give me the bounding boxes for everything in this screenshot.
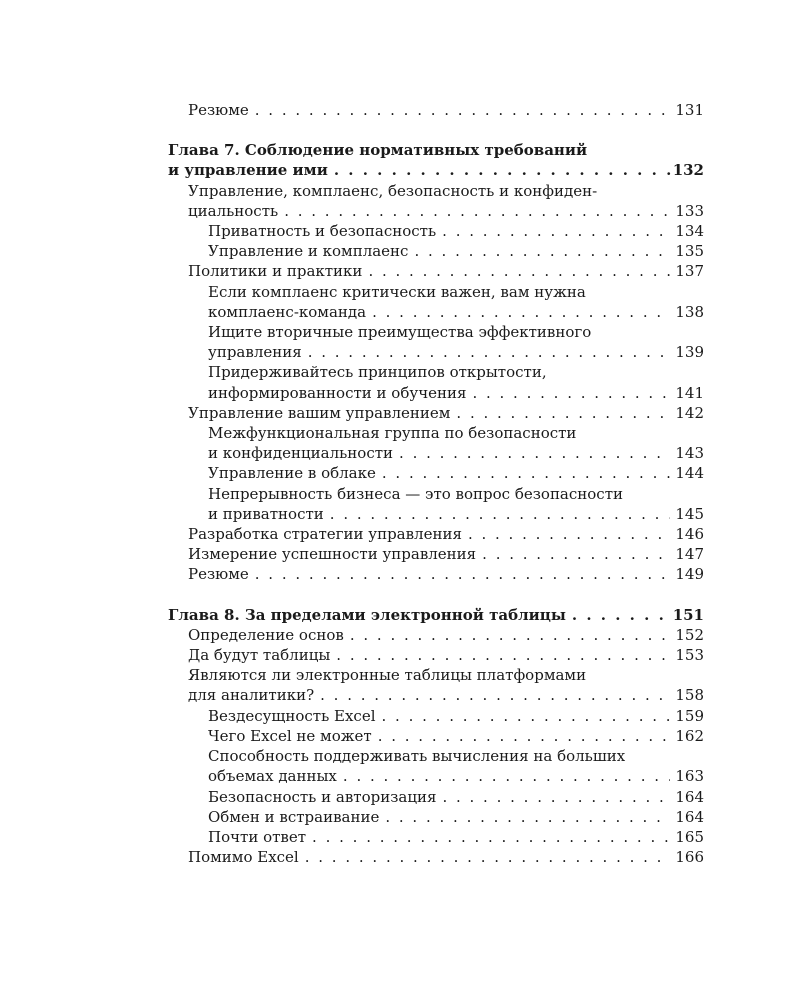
toc-page-number: 165	[675, 827, 704, 846]
dot-leader	[382, 706, 670, 726]
toc-entry[interactable]	[168, 564, 704, 584]
dot-leader	[255, 564, 670, 584]
toc-entry[interactable]	[168, 463, 704, 483]
dot-leader	[468, 524, 670, 544]
toc-entry-title: Резюме	[188, 565, 249, 584]
toc-page-number: 138	[675, 302, 704, 321]
toc-entry[interactable]	[168, 403, 704, 423]
toc-entry[interactable]	[168, 423, 704, 463]
toc-page-number: 144	[675, 464, 704, 483]
toc-page-number: 147	[675, 545, 704, 564]
dot-leader	[368, 261, 670, 281]
toc-page-number: 151	[672, 605, 704, 624]
toc-page-number: 153	[675, 646, 704, 665]
toc-entry-title: и приватности	[208, 504, 324, 523]
dot-leader	[372, 302, 670, 322]
toc-page-number: 133	[675, 201, 704, 220]
toc-entry-title: и конфиденциальности	[208, 444, 394, 463]
toc-entry-title: Вездесущность Excel	[208, 706, 376, 725]
toc-entry-title: Управление, комплаенс, безопасность и конфиден-	[188, 181, 598, 200]
toc-entry-title: комплаенс-команда	[208, 302, 367, 321]
dot-leader	[572, 605, 672, 625]
dot-leader	[472, 383, 670, 403]
toc-entry-title: Да будут таблицы	[188, 646, 331, 665]
section-gap	[168, 120, 704, 140]
dot-leader	[350, 625, 670, 645]
dot-leader	[382, 463, 670, 483]
toc-page-number: 135	[675, 242, 704, 261]
toc-entry-title: Управление в облаке	[208, 464, 376, 483]
dot-leader	[308, 342, 670, 362]
toc-entry-title: Придерживайтесь принципов открытости,	[208, 363, 547, 382]
dot-leader	[330, 504, 670, 524]
toc-entry-title: и управление ими	[168, 161, 328, 180]
toc-page-number: 163	[675, 767, 704, 786]
toc-entry[interactable]	[168, 807, 704, 827]
toc-entry-title: Управление и комплаенс	[208, 242, 409, 261]
toc-page-number: 158	[675, 686, 704, 705]
toc-page-number: 145	[675, 504, 704, 523]
toc-entry[interactable]	[168, 181, 704, 221]
dot-leader	[399, 443, 670, 463]
toc-page-number: 132	[672, 161, 704, 180]
toc-entry-title: Безопасность и авторизация	[208, 787, 437, 806]
toc-entry-title: Помимо Excel	[188, 848, 299, 867]
toc-page-number: 137	[675, 262, 704, 281]
toc-entry-title: Определение основ	[188, 625, 344, 644]
toc-entry-title: управления	[208, 343, 302, 362]
toc-entry-title: Если комплаенс критически важен, вам нужна	[208, 282, 586, 301]
toc-entry-title: Ищите вторичные преимущества эффективного	[208, 323, 592, 342]
toc-entry[interactable]	[168, 726, 704, 746]
toc-chapter-entry[interactable]	[168, 605, 704, 625]
dot-leader	[305, 847, 670, 867]
dot-leader	[284, 201, 670, 221]
toc-entry[interactable]	[168, 827, 704, 847]
toc-page-number: 141	[675, 383, 704, 402]
dot-leader	[482, 544, 670, 564]
toc-entry-title: Непрерывность бизнеса — это вопрос безопасности	[208, 484, 624, 503]
toc-page-number: 162	[675, 726, 704, 745]
toc-page-number: 146	[675, 525, 704, 544]
dot-leader	[378, 726, 670, 746]
dot-leader	[334, 160, 672, 180]
toc-entry[interactable]	[168, 645, 704, 665]
toc-chapter-entry[interactable]	[168, 140, 704, 180]
toc-entry-title: информированности и обучения	[208, 383, 467, 402]
toc-entry-title: Глава 8. За пределами электронной таблицы	[168, 605, 566, 624]
toc-entry[interactable]	[168, 261, 704, 281]
toc-entry-title: объемах данных	[208, 767, 337, 786]
dot-leader	[442, 787, 670, 807]
toc-entry[interactable]	[168, 665, 704, 705]
toc-entry[interactable]	[168, 282, 704, 322]
toc-entry-title: Чего Excel не может	[208, 726, 372, 745]
toc-entry[interactable]	[168, 787, 704, 807]
dot-leader	[456, 403, 670, 423]
toc-entry[interactable]	[168, 322, 704, 362]
toc-page-number: 131	[675, 101, 704, 119]
section-gap	[168, 585, 704, 605]
toc-page-number: 159	[675, 706, 704, 725]
toc-entry-title: Резюме	[188, 101, 249, 119]
toc-entry[interactable]	[168, 221, 704, 241]
toc-entry-title: Разработка стратегии управления	[188, 525, 462, 544]
toc-entry-title: Способность поддерживать вычисления на больших	[208, 747, 626, 766]
dot-leader	[414, 241, 670, 261]
toc-entry-title: Обмен и встраивание	[208, 807, 380, 826]
toc-entry[interactable]	[168, 100, 704, 120]
toc-page-number: 152	[675, 625, 704, 644]
toc-entry[interactable]	[168, 524, 704, 544]
toc-entry[interactable]	[168, 847, 704, 867]
toc-page-number: 139	[675, 343, 704, 362]
dot-leader	[343, 766, 670, 786]
toc-entry[interactable]	[168, 746, 704, 786]
dot-leader	[320, 685, 670, 705]
toc-entry[interactable]	[168, 241, 704, 261]
toc-page-number: 166	[675, 848, 704, 867]
toc-entry-title: циальность	[188, 201, 279, 220]
toc-page-number: 143	[675, 444, 704, 463]
toc-entry[interactable]	[168, 484, 704, 524]
toc-page-number: 142	[675, 403, 704, 422]
toc-entry[interactable]	[168, 362, 704, 402]
toc-entry-title: для аналитики?	[188, 686, 315, 705]
toc-page-number: 149	[675, 565, 704, 584]
toc-entry-title: Измерение успешности управления	[188, 545, 477, 564]
toc-entry-title: Межфункциональная группа по безопасности	[208, 424, 577, 443]
dot-leader	[336, 645, 670, 665]
toc-page-number: 164	[675, 807, 704, 826]
toc-entry-title: Глава 7. Соблюдение нормативных требований	[168, 141, 588, 160]
toc-entry[interactable]	[168, 706, 704, 726]
toc-entry-title: Почти ответ	[208, 827, 307, 846]
dot-leader	[255, 100, 670, 120]
toc-entry[interactable]	[168, 625, 704, 645]
dot-leader	[312, 827, 670, 847]
toc-entry-title: Являются ли электронные таблицы платформами	[188, 666, 587, 685]
toc-entry-title: Приватность и безопасность	[208, 222, 437, 241]
toc-entry-title: Управление вашим управлением	[188, 403, 451, 422]
toc-entry[interactable]	[168, 544, 704, 564]
toc-entry-title: Политики и практики	[188, 262, 363, 281]
toc-page-number: 164	[675, 787, 704, 806]
dot-leader	[442, 221, 670, 241]
dot-leader	[385, 807, 670, 827]
toc-page-number: 134	[675, 222, 704, 241]
table-of-contents	[168, 100, 704, 867]
